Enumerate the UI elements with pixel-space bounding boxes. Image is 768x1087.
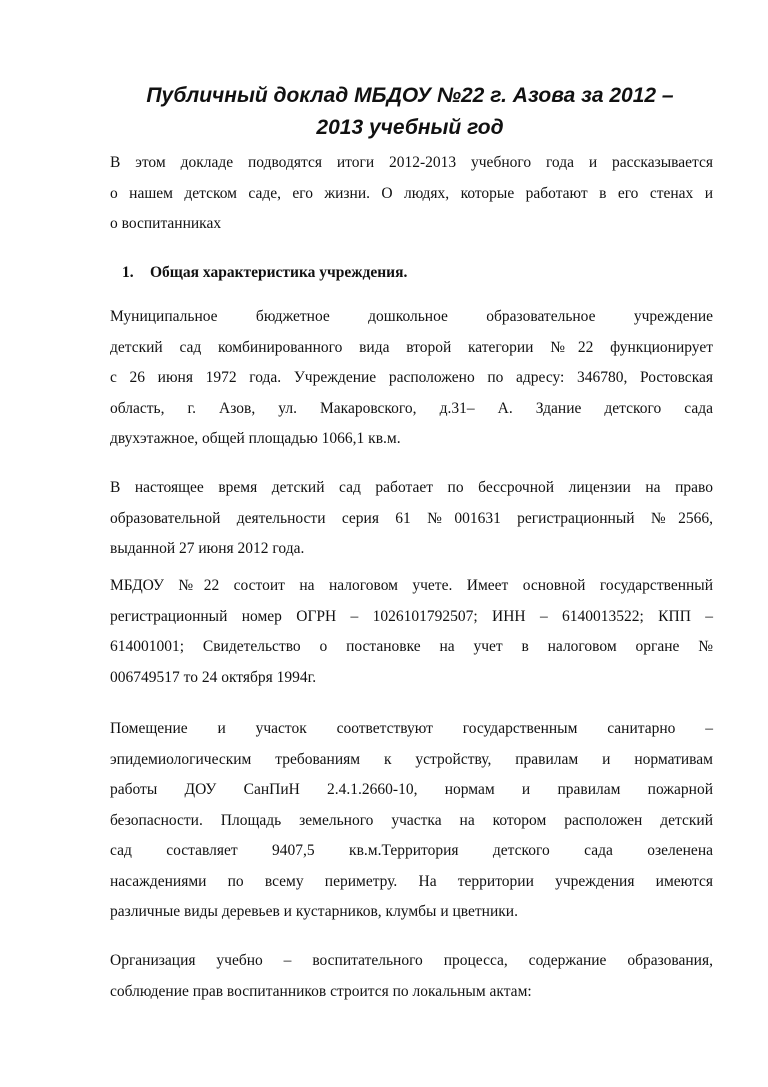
- text-line: 006749517 то 24 октября 1994г.: [110, 668, 317, 686]
- text-line: область, г. Азов, ул. Макаровского, д.31– А. Здание детского сада: [110, 399, 713, 417]
- text-line: регистрационный номер ОГРН – 1026101792507; ИНН – 6140013522; КПП –: [110, 607, 713, 625]
- text-line: с 26 июня 1972 года. Учреждение расположено по адресу: 346780, Ростовская: [110, 369, 713, 386]
- text-line: насаждениями по всему периметру. На территории учреждения имеются: [110, 872, 713, 890]
- paragraph-organization: [110, 946, 713, 1007]
- document-title: [100, 80, 720, 144]
- paragraph-general-info: [110, 302, 713, 455]
- section-heading: [122, 258, 407, 288]
- text-line: о нашем детском саде, его жизни. О людях, которые работают в его стенах и: [110, 184, 713, 202]
- text-line: В этом докладе подводятся итоги 2012-2013 учебного года и рассказывается: [110, 154, 713, 171]
- text-line: выданной 27 июня 2012 года.: [110, 540, 305, 557]
- section-number: 1.: [122, 264, 134, 281]
- text-line: безопасности. Площадь земельного участка на котором расположен детский: [110, 811, 713, 829]
- text-line: В настоящее время детский сад работает по бессрочной лицензии на право: [110, 479, 713, 496]
- text-line: образовательной деятельности серия 61 №001631 регистрационный №2566,: [110, 509, 713, 527]
- text-line: 614001001; Свидетельство о постановке на учет в налоговом органе №: [110, 638, 713, 655]
- text-line: МБДОУ №22 состоит на налоговом учете. Имеет основной государственный: [110, 577, 713, 594]
- text-line: сад составляет 9407,5 кв.м.Территория детского сада озеленена: [110, 842, 713, 859]
- section-title: Общая характеристика учреждения.: [150, 264, 408, 281]
- text-line: Помещение и участок соответствуют государственным санитарно –: [110, 720, 713, 737]
- paragraph-premises: [110, 714, 713, 928]
- intro-paragraph: [110, 148, 713, 240]
- paragraph-tax: [110, 571, 713, 693]
- text-line: соблюдение прав воспитанников строится по локальным актам:: [110, 982, 532, 1000]
- text-line: о воспитанниках: [110, 215, 222, 232]
- paragraph-license: [110, 473, 713, 565]
- text-line: Муниципальное бюджетное дошкольное образовательное учреждение: [110, 308, 713, 325]
- text-line: двухэтажное, общей площадью 1066,1 кв.м.: [110, 430, 401, 447]
- text-line: Организация учебно – воспитательного процесса, содержание образования,: [110, 952, 713, 969]
- text-line: эпидемиологическим требованиям к устройству, правилам и нормативам: [110, 750, 713, 768]
- text-line: работы ДОУ СанПиН 2.4.1.2660-10, нормам и правилам пожарной: [110, 781, 713, 798]
- text-line: детский сад комбинированного вида второй категории №22 функционирует: [110, 338, 713, 356]
- title-line: 2013 учебный год: [316, 116, 504, 139]
- text-line: различные виды деревьев и кустарников, клумбы и цветники.: [110, 903, 518, 920]
- title-line: Публичный доклад МБДОУ №22 г. Азова за 2012 –: [146, 84, 674, 107]
